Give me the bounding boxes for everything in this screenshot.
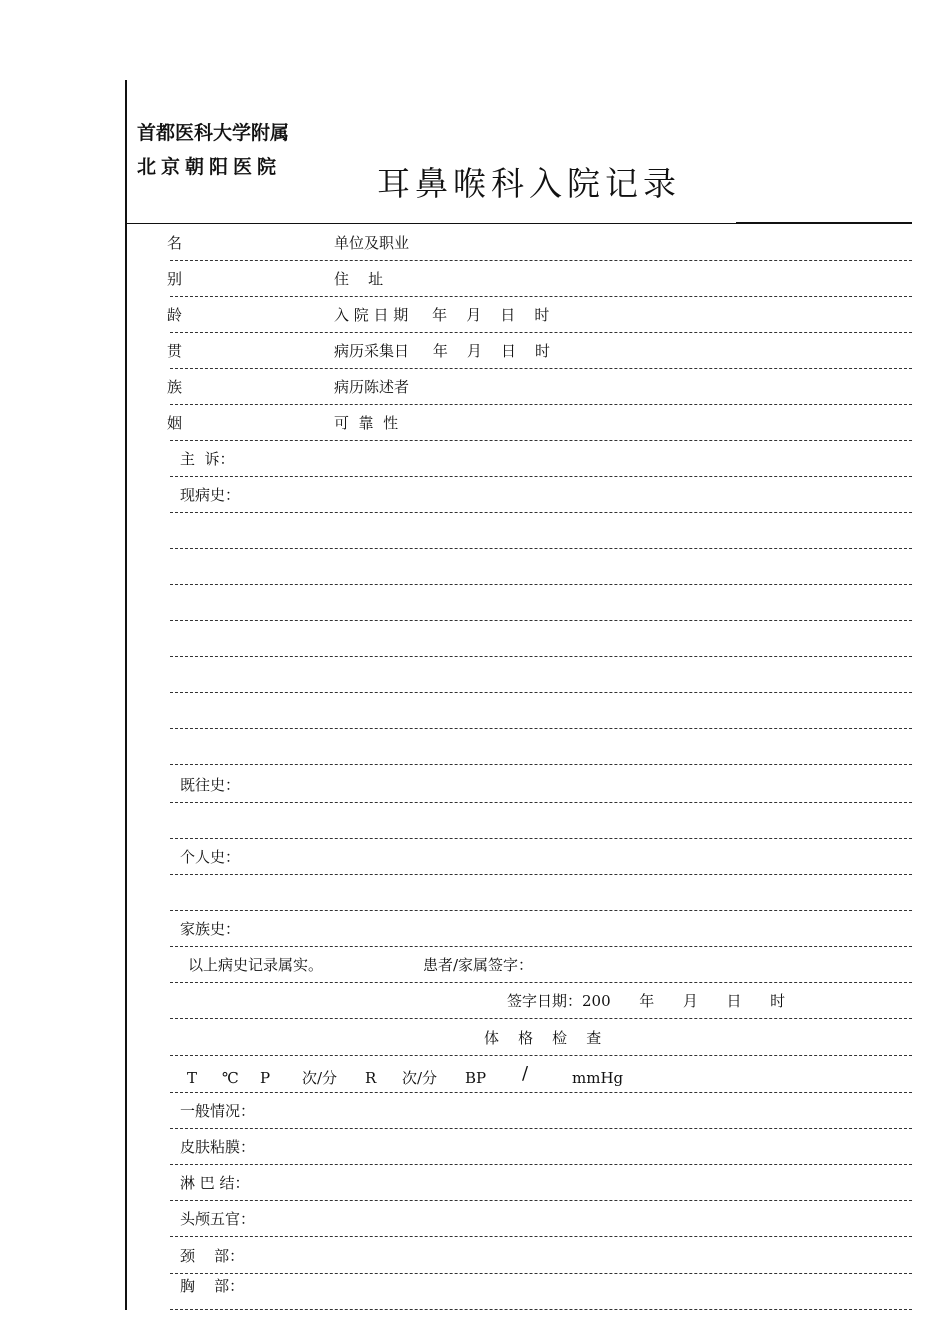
lymph-nodes-label: 淋 巴 结： xyxy=(180,1174,250,1192)
vital-bp-separator: / xyxy=(522,1063,529,1084)
vital-bp-unit: mmHg xyxy=(572,1069,624,1087)
info-row-native xyxy=(167,333,912,369)
family-history-label: 家族史： xyxy=(180,920,241,938)
left-margin-rule xyxy=(125,80,127,1310)
info-label-sex: 别 xyxy=(167,270,183,288)
vital-bp-label: BP xyxy=(465,1069,487,1087)
blank-line xyxy=(170,693,912,729)
general-condition-label: 一般情况： xyxy=(180,1102,256,1120)
vital-p-label: P xyxy=(260,1069,271,1087)
blank-line xyxy=(170,549,912,585)
vital-t-unit: ℃ xyxy=(222,1069,239,1087)
info-label-name: 名 xyxy=(167,234,183,252)
info-label-native: 贯 xyxy=(167,342,183,360)
sign-date-row xyxy=(170,983,912,1019)
general-condition-row xyxy=(170,1093,912,1129)
info-label-address: 住 址 xyxy=(334,270,384,288)
blank-line xyxy=(170,875,912,911)
present-illness-row xyxy=(170,477,912,513)
personal-history-label: 个人史： xyxy=(180,848,241,866)
info-row-ethnicity xyxy=(167,369,912,405)
lymph-nodes-row xyxy=(170,1165,912,1201)
hospital-name-line1: 首都医科大学附属 xyxy=(137,122,290,144)
chief-complaint-label: 主 诉： xyxy=(180,450,235,468)
chest-row xyxy=(170,1274,912,1310)
vital-p-unit: 次/分 xyxy=(302,1069,338,1087)
skin-mucosa-label: 皮肤粘膜： xyxy=(180,1138,256,1156)
physical-exam-heading-row xyxy=(170,1020,912,1056)
info-row-sex xyxy=(167,261,912,297)
neck-label: 颈 部： xyxy=(180,1247,245,1265)
past-history-row xyxy=(170,767,912,803)
info-label-ethnicity: 族 xyxy=(167,378,183,396)
info-label-reliability: 可 靠 性 xyxy=(334,414,399,432)
confirmation-text: 以上病史记录属实。 xyxy=(188,956,324,974)
info-row-marital xyxy=(167,405,912,441)
blank-line xyxy=(170,621,912,657)
personal-history-row xyxy=(170,839,912,875)
skin-mucosa-row xyxy=(170,1129,912,1165)
vitals-row xyxy=(170,1057,912,1093)
chief-complaint-row xyxy=(170,441,912,477)
header-rule-left xyxy=(126,223,736,224)
head-features-row xyxy=(170,1201,912,1237)
past-history-label: 既往史： xyxy=(180,776,241,794)
info-row-name xyxy=(167,225,912,261)
chest-label: 胸 部： xyxy=(180,1277,245,1295)
physical-exam-heading: 体 格 检 查 xyxy=(484,1029,602,1047)
info-label-age: 龄 xyxy=(167,306,183,324)
family-history-row xyxy=(170,911,912,947)
hospital-name-line2: 北京朝阳医院 xyxy=(137,156,282,178)
confirmation-row xyxy=(170,947,912,983)
blank-line xyxy=(170,657,912,693)
info-label-employer: 单位及职业 xyxy=(334,234,410,252)
neck-row xyxy=(170,1238,912,1274)
info-label-narrator: 病历陈述者 xyxy=(334,378,410,396)
blank-line xyxy=(170,729,912,765)
blank-line xyxy=(170,803,912,839)
info-label-collection-date: 病历采集日 年 月 日 时 xyxy=(334,342,551,360)
present-illness-label: 现病史： xyxy=(180,486,241,504)
info-row-age xyxy=(167,297,912,333)
head-features-label: 头颅五官： xyxy=(180,1210,256,1228)
document-title: 耳鼻喉科入院记录 xyxy=(377,164,681,203)
info-label-admission-date: 入 院 日 期 年 月 日 时 xyxy=(334,306,550,324)
info-label-marital: 姻 xyxy=(167,414,183,432)
vital-r-label: R xyxy=(365,1069,377,1087)
vital-t-label: T xyxy=(187,1069,198,1087)
blank-line xyxy=(170,585,912,621)
blank-line xyxy=(170,513,912,549)
signature-label: 患者/家属签字： xyxy=(423,956,534,974)
header-rule-right xyxy=(736,222,912,224)
vital-r-unit: 次/分 xyxy=(402,1069,438,1087)
sign-date-label: 签字日期：200 年 月 日 时 xyxy=(507,992,786,1010)
